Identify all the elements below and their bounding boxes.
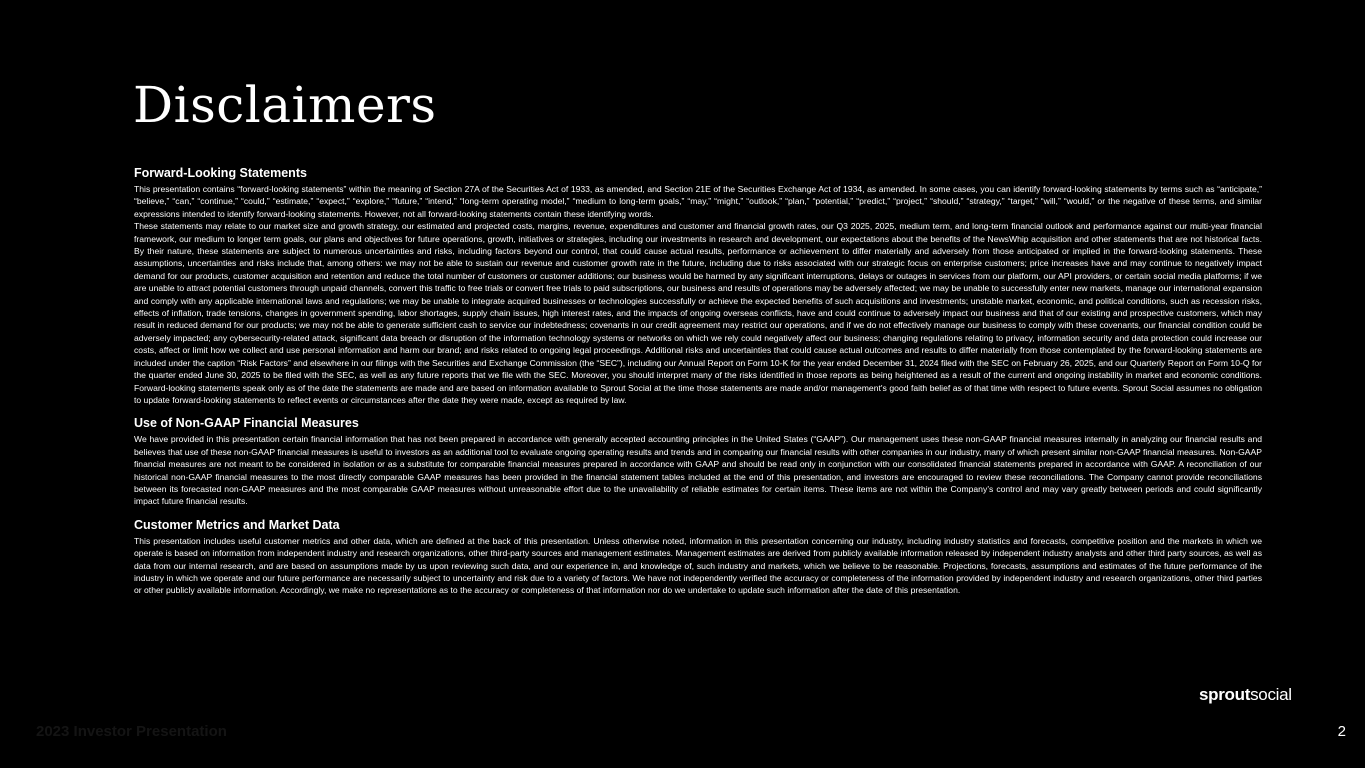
section-customer-metrics <box>134 518 1262 597</box>
section-body <box>134 535 1262 597</box>
section-body <box>134 183 1262 406</box>
section-heading: Use of Non-GAAP Financial Measures <box>134 416 359 431</box>
section-heading: Forward-Looking Statements <box>134 166 307 180</box>
page-number: 2 <box>1337 723 1346 740</box>
page-title: Disclaimers <box>133 76 437 134</box>
section-forward-looking-statements <box>134 166 1262 406</box>
section-body <box>134 433 1262 507</box>
disclaimer-content <box>134 166 1262 597</box>
logo-text-sprout: sprout <box>1199 685 1251 704</box>
section-non-gaap-measures <box>134 416 1262 507</box>
section-heading: Customer Metrics and Market Data <box>134 517 340 532</box>
sprout-social-logo <box>1199 684 1292 706</box>
paragraph: We have provided in this presentation certain financial information that has not been prepared in accordance with generally accepted accounting principles in the United States (“GAAP”). Our management uses these non-GAAP financial measures internally in analyzing our financial results and believes that use of these non-GAAP financial measures is useful to investors as an additional tool to evaluate ongoing operating results and trends and in comparing our financial results with other companies in our industry, many of which present similar non-GAAP financial measures. Non-GAAP financial measures are not meant to be considered in isolation or as a substitute for comparable financial measures prepared in accordance with GAAP and should be read only in conjunction with our consolidated financial statements prepared in accordance with GAAP. A reconciliation of our historical non-GAAP financial measures to the most directly comparable GAAP measures has been provided in the financial statement tables included at the end of this presentation, and investors are encouraged to review these reconciliations. The Company cannot provide reconciliations between its forecasted non-GAAP measures and the most comparable GAAP measures without unreasonable effort due to the unavailability of reliable estimates for certain items. These items are not within the Company’s control and may vary greatly between periods and could significantly impact future financial results. <box>134 434 1262 507</box>
footer-presentation-label: 2023 Investor Presentation <box>36 723 227 740</box>
logo-text-social: social <box>1250 685 1292 704</box>
paragraph: These statements may relate to our market size and growth strategy, our estimated and projected costs, margins, revenue, expenditures and customer and financial growth rates, our Q3 2025, 2025, medium term, and long-term financial outlook and performance against our multi-year financial framework, our medium to longer term goals, our plans and objectives for future operations, growth, initiatives or strategies, including our investments in research and development, our expectations about the benefits of the NewsWhip acquisition and other statements that are not historical facts. By their nature, these statements are subject to numerous uncertainties and risks, including factors beyond our control, that could cause actual results, performance or achievement to differ materially and adversely from those anticipated or implied in the forward-looking statements. These assumptions, uncertainties and risks include that, among others: we may not be able to sustain our revenue and customer growth rate in the future, including due to risks associated with our strategic focus on enterprise customers; price increases have and may continue to negatively impact demand for our products, customer acquisition and retention and reduce the total number of customers or customer additions; our business would be harmed by any significant interruptions, delays or outages in services from our platform, our API providers, or certain social media platforms; if we are unable to attract potential customers through unpaid channels, convert this traffic to free trials or convert free trials to paid subscriptions, our business and results of operations may be adversely affected; we may be unable to successfully enter new markets, manage our international expansion and comply with any applicable international laws and regulations; we may be unable to integrate acquired businesses or technologies successfully or achieve the expected benefits of such acquisitions and investments; unstable market, economic, and political conditions, such as recession risks, effects of inflation, trade tensions, changes in government spending, labor shortages, supply chain issues, high interest rates, and the impacts of ongoing overseas conflicts, have and could continue to adversely impact our business and that of our existing and prospective customers, which may result in reduced demand for our products; we may not be able to generate sufficient cash to service our indebtedness; covenants in our credit agreement may restrict our operations, and if we do not effectively manage our business to comply with these covenants, our financial condition could be adversely impacted; any cybersecurity-related attack, significant data breach or disruption of the information technology systems or networks on which we rely could negatively affect our business; changing regulations relating to privacy, information security and data protection could increase our costs, affect or limit how we collect and use personal information and harm our brand; and risks related to ongoing legal proceedings. Additional risks and uncertainties that could cause actual outcomes and results to differ materially from those contemplated by the forward-looking statements are included under the caption “Risk Factors” and elsewhere in our filings with the Securities and Exchange Commission (the “SEC”), including our Annual Report on Form 10-K for the year ended December 31, 2024 filed with the SEC on February 26, 2025, and our Quarterly Report on Form 10-Q for the quarter ended June 30, 2025 to be filed with the SEC, as well as any future reports that we file with the SEC. Moreover, you should interpret many of the risks identified in those reports as being heightened as a result of the current and ongoing instability in market and economic conditions. Forward-looking statements speak only as of the date the statements are made and are based on information available to Sprout Social at the time those statements are made and/or management's good faith belief as of that time with respect to future events. Sprout Social assumes no obligation to update forward-looking statements to reflect events or circumstances after the date they were made, except as required by law. <box>134 221 1262 405</box>
paragraph: This presentation contains “forward-looking statements” within the meaning of Section 27A of the Securities Act of 1933, as amended, and Section 21E of the Securities Exchange Act of 1934, as amended. In some cases, you can identify forward-looking statements by terms such as “anticipate,” “believe,” “can,” “continue,” “could,” “estimate,” “expect,” “explore,” “future,” “intend,” “long-term operating model,” “medium to long-term goals,” “may,” “might,” “outlook,” “plan,” “potential,” “predict,” “project,” “should,” “strategy,” “target,” “will,” “would,” or the negative of these terms, and similar expressions intended to identify forward-looking statements. However, not all forward-looking statements contain these identifying words. <box>134 184 1262 219</box>
paragraph: This presentation includes useful customer metrics and other data, which are defined at the back of this presentation. Unless otherwise noted, information in this presentation concerning our industry, including industry statistics and forecasts, competitive position and the markets in which we operate is based on information from independent industry and research organizations, other third-party sources and management estimates. Management estimates are derived from publicly available information released by independent industry analysts and other third party sources, as well as data from our internal research, and are based on assumptions made by us upon reviewing such data, and our experience in, and knowledge of, such industry and markets, which we believe to be reasonable. Projections, forecasts, assumptions and estimates of the future performance of the industry in which we operate and our future performance are necessarily subject to uncertainty and risk due to a variety of factors. We have not independently verified the accuracy or completeness of the information provided by independent industry and research organizations, other third parties or other publicly available information. Accordingly, we make no representations as to the accuracy or completeness of that information nor do we undertake to update such information after the date of this presentation. <box>134 535 1262 596</box>
